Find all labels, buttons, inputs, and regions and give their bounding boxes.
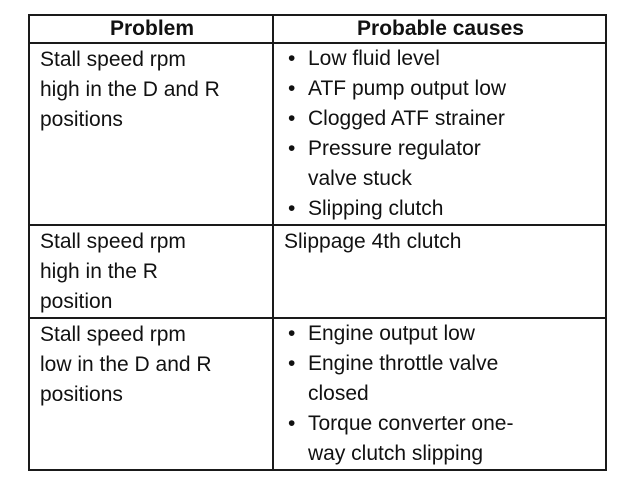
- header-problem: Problem: [29, 15, 273, 43]
- table-row: [29, 318, 606, 470]
- bullet-icon: •: [288, 322, 296, 345]
- cause-item: [284, 349, 597, 409]
- bullet-icon: •: [288, 107, 296, 130]
- bullet-icon: •: [288, 352, 296, 375]
- problem-text: Stall speed rpm low in the D and R positions: [40, 323, 212, 406]
- header-probable-causes: Probable causes: [273, 15, 606, 43]
- cause-item: [284, 409, 597, 469]
- cause-text: Engine throttle valve closed: [308, 352, 499, 405]
- cause-text: Low fluid level: [308, 47, 440, 70]
- cause-item: [284, 134, 597, 194]
- cause-text: Pressure regulator valve stuck: [308, 137, 481, 190]
- problem-cell: [29, 225, 273, 318]
- bullet-icon: •: [288, 137, 296, 160]
- cause-item: [284, 44, 597, 74]
- causes-cell: [273, 318, 606, 470]
- bullet-icon: •: [288, 77, 296, 100]
- cause-text: ATF pump output low: [308, 77, 507, 100]
- problem-cell: [29, 318, 273, 470]
- cause-item: [284, 74, 597, 104]
- bullet-icon: •: [288, 197, 296, 220]
- cause-item: [284, 319, 597, 349]
- stall-speed-table: [28, 14, 607, 471]
- problem-text: Stall speed rpm high in the D and R positions: [40, 48, 220, 131]
- problem-text: Stall speed rpm high in the R position: [40, 230, 186, 313]
- causes-list: [284, 44, 597, 224]
- causes-list: [284, 319, 597, 469]
- cause-item: [284, 194, 597, 224]
- table-row: [29, 43, 606, 225]
- cause-text: Torque converter one- way clutch slipping: [308, 412, 514, 465]
- cause-text: Engine output low: [308, 322, 475, 345]
- cause-item: [284, 104, 597, 134]
- problem-cell: [29, 43, 273, 225]
- cause-text: Slipping clutch: [308, 197, 444, 220]
- header-row: [29, 15, 606, 43]
- causes-cell: [273, 43, 606, 225]
- cause-text: Clogged ATF strainer: [308, 107, 505, 130]
- bullet-icon: •: [288, 412, 296, 435]
- cause-text: Slippage 4th clutch: [284, 230, 462, 253]
- table-row: [29, 225, 606, 318]
- bullet-icon: •: [288, 47, 296, 70]
- causes-cell: [273, 225, 606, 318]
